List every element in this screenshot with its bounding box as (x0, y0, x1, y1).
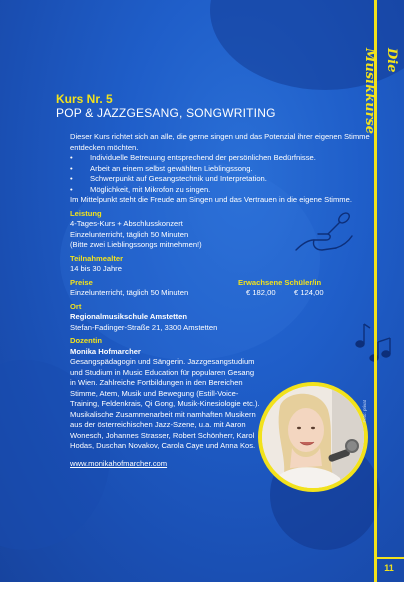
leistung-label: Leistung (70, 208, 102, 218)
leistung-line: (Bitte zwei Lieblingssongs mitnehmen!) (70, 240, 202, 249)
teilnahme-label: Teilnahmealter (70, 253, 124, 263)
leistung-line: 4-Tages-Kurs + Abschlusskonzert (70, 219, 183, 228)
teilnahme-value: 14 bis 30 Jahre (70, 264, 122, 273)
venue-name: Regionalmusikschule Amstetten (70, 312, 188, 321)
venue-address: Stefan-Fadinger-Straße 21, 3300 Amstetten (70, 322, 218, 332)
list-item: • Arbeit an einem selbst gewählten Lieblingssong. (70, 164, 376, 175)
preise-header (70, 278, 376, 289)
course-body (56, 132, 376, 469)
list-item: • Individuelle Betreuung entsprechend der persönlichen Bedürfnisse. (70, 153, 376, 164)
course-title: POP & JAZZGESANG, SONGWRITING (56, 106, 276, 120)
leistung-line: Einzelunterricht, täglich 50 Minuten (70, 229, 189, 239)
dozentin-section (70, 336, 260, 452)
price-adult: € 182,00 (246, 288, 276, 297)
ort-label: Ort (70, 301, 82, 311)
preise-label: Preise (70, 277, 93, 287)
instructor-website-link[interactable]: www.monikahofmarcher.com (70, 458, 168, 468)
teilnahme-section (70, 254, 376, 275)
preise-row-label: Einzelunterricht, täglich 50 Minuten (70, 288, 189, 297)
price-student: € 124,00 (294, 288, 324, 297)
page-number: 11 (384, 563, 394, 573)
instructor-bio: Gesangspädagogin und Sängerin. Jazzgesangstudium und Studium in Music Education für popularen Gesang in Wien. Zahlreiche Fortbildungen in den Bereichen Stimme, Atem, Musik und Bewegung (Estill-Voice-Training, Feldenkrais, Qi Gong, Musik-Kinesiologie etc.). Musikalische Zusammenarbeit mit namhaften Musikern aus der österreichischen Jazz-Szene, u.a. mit Aaron Wonesch, Johannes Strasser, Robert Schönherr, Karol Hodas, Duschan Novakov, Carola Caye und Anna Kos. (70, 357, 260, 450)
preise-section (70, 278, 376, 299)
photo-credit: Foto: privat (362, 400, 367, 423)
list-item: • Schwerpunkt auf Gesangstechnik und Interpretation. (70, 174, 376, 185)
ort-section (70, 302, 376, 334)
preise-columns-label: Erwachsene Schüler/in (238, 277, 322, 287)
course-number: Kurs Nr. 5 (56, 92, 113, 106)
list-item: • Möglichkeit, mit Mikrofon zu singen. (70, 185, 376, 196)
focus-text: Im Mittelpunkt steht die Freude am Singen und das Vertrauen in die eigene Stimme. (70, 195, 352, 204)
intro-text: Dieser Kurs richtet sich an alle, die gerne singen und das Potenzial ihrer eigenen Stimme entdecken möchten. (70, 132, 370, 152)
section-title-vertical: Die Musikkurse (362, 48, 399, 135)
feature-list (70, 153, 376, 195)
leistung-section (70, 209, 376, 251)
preise-row (70, 288, 376, 299)
dozentin-label: Dozentin (70, 336, 103, 345)
course-content (56, 92, 376, 469)
instructor-name: Monika Hofmarcher (70, 346, 141, 356)
page-number-line (376, 557, 404, 559)
